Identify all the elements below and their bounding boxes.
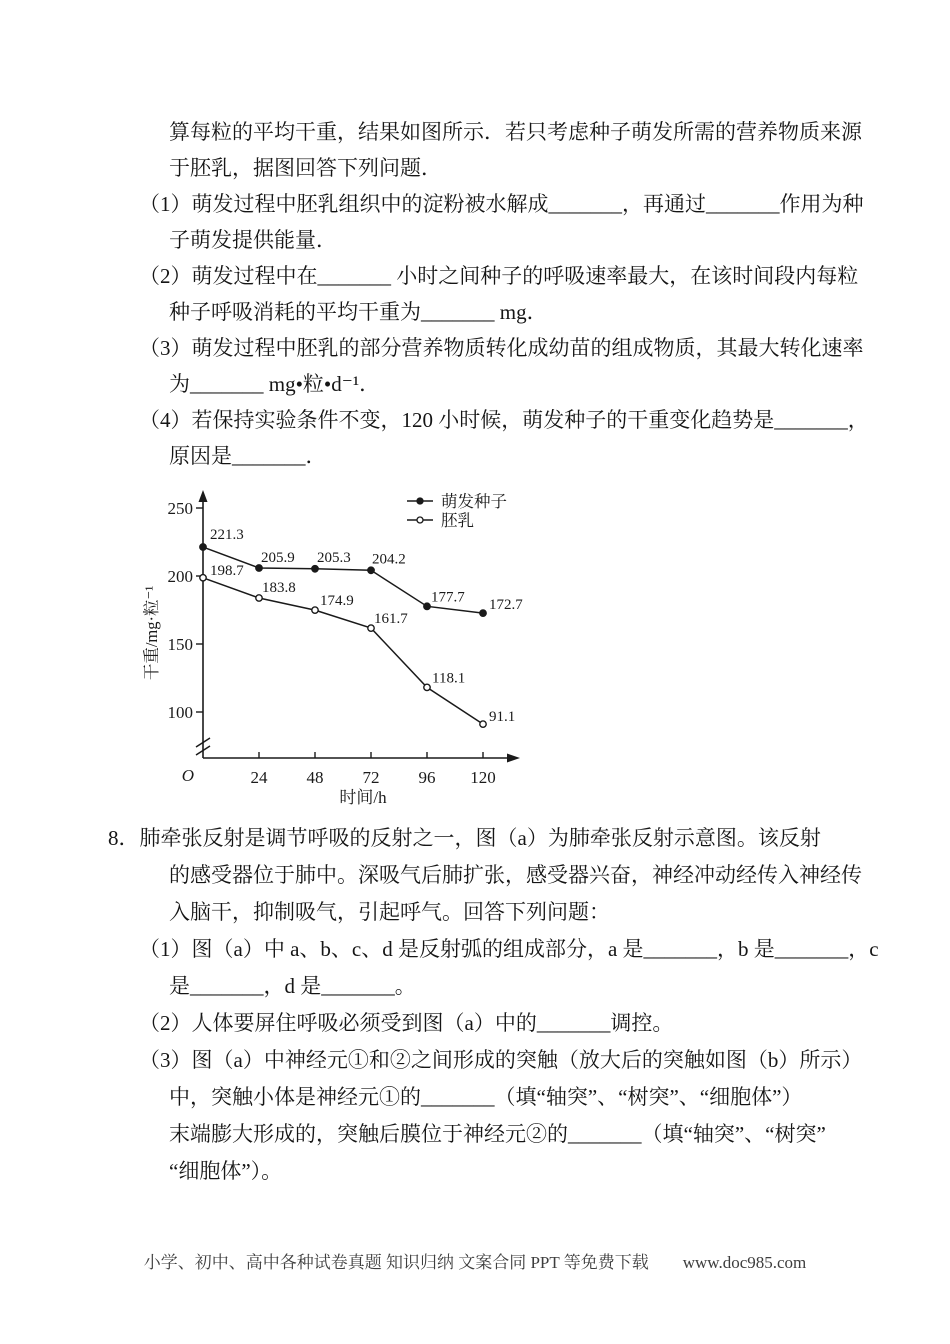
text-line: 为_______ mg•粒•d⁻¹． <box>169 372 381 396</box>
dry-weight-chart-figure <box>135 481 625 821</box>
text-line: （2）萌发过程中在_______ 小时之间种子的呼吸速率最大，在该时间段内每粒 <box>139 264 859 288</box>
text-line: 原因是_______． <box>169 444 327 468</box>
question8-block <box>0 820 950 1190</box>
x-tick-label: 24 <box>250 768 268 787</box>
legend-label: 萌发种子 <box>441 492 507 511</box>
value-label: 174.9 <box>320 593 354 610</box>
data-point <box>424 603 430 609</box>
data-point <box>312 566 318 572</box>
data-point <box>480 610 486 616</box>
x-tick-label: 48 <box>306 768 324 787</box>
data-point <box>368 567 374 573</box>
value-label: 183.8 <box>262 580 296 597</box>
value-label: 161.7 <box>374 611 408 628</box>
text-line: 末端膨大形成的，突触后膜位于神经元②的_______（填“轴突”、“树突” <box>169 1122 826 1146</box>
dry-weight-line-chart <box>135 481 625 821</box>
y-tick-label: 250 <box>167 499 193 518</box>
text-line: （1）萌发过程中胚乳组织中的淀粉被水解成_______，再通过_______作用为种 <box>139 192 864 216</box>
text-line: 算每粒的平均干重，结果如图所示．若只考虑种子萌发所需的营养物质来源 <box>169 120 862 144</box>
y-tick-label: 100 <box>167 703 193 722</box>
data-point <box>200 544 206 550</box>
text-line: 种子呼吸消耗的平均干重为_______ mg． <box>169 300 548 324</box>
text-line: 入脑干，抑制吸气，引起呼气。回答下列问题： <box>169 900 610 924</box>
text-line: 的感受器位于肺中。深吸气后肺扩张，感受器兴奋，神经冲动经传入神经传 <box>169 863 862 887</box>
page-footer <box>0 1248 950 1273</box>
value-label: 118.1 <box>432 670 466 687</box>
text-line: 是_______，d 是_______。 <box>169 974 416 998</box>
value-label: 205.9 <box>261 549 295 566</box>
value-label: 204.2 <box>372 551 406 568</box>
data-point <box>312 607 318 613</box>
text-line: （1）图（a）中 a、b、c、d 是反射弧的组成部分，a 是_______，b 是_______，c <box>139 937 879 961</box>
value-label: 177.7 <box>431 589 465 606</box>
text-line: 中，突触小体是神经元①的_______（填“轴突”、“树突”、“细胞体”） <box>169 1085 803 1109</box>
y-tick-label: 200 <box>167 567 193 586</box>
text-line: “细胞体”）。 <box>169 1159 283 1183</box>
legend-marker-icon <box>417 498 423 504</box>
data-point <box>200 575 206 581</box>
text-line: （3）图（a）中神经元①和②之间形成的突触（放大后的突触如图（b）所示） <box>139 1048 863 1072</box>
legend-marker-icon <box>417 517 423 523</box>
data-point <box>480 721 486 727</box>
text-line: 于胚乳，据图回答下列问题． <box>169 156 442 180</box>
value-label: 91.1 <box>489 709 516 726</box>
text-line: （2）人体要屏住呼吸必须受到图（a）中的_______调控。 <box>139 1011 674 1035</box>
legend-label: 胚乳 <box>441 511 474 530</box>
x-tick-label: 96 <box>418 768 436 787</box>
x-tick-label: 72 <box>362 768 380 787</box>
value-label: 221.3 <box>210 527 244 544</box>
data-point <box>424 684 430 690</box>
x-axis-title: 时间/h <box>339 788 387 807</box>
y-tick-label: 150 <box>167 635 193 654</box>
footer-promo-text: 小学、初中、高中各种试卷真题 知识归纳 文案合同 PPT 等免费下载 <box>143 1253 649 1272</box>
footer-site-url[interactable]: www.doc985.com <box>682 1253 807 1272</box>
y-axis-arrow-icon <box>199 490 208 502</box>
text-line: （3）萌发过程中胚乳的部分营养物质转化成幼苗的组成物质，其最大转化速率 <box>139 336 864 360</box>
value-label: 205.3 <box>317 549 351 566</box>
origin-label: O <box>181 766 194 785</box>
text-line: 8．肺牵张反射是调节呼吸的反射之一，图（a）为肺牵张反射示意图。该反射 <box>108 826 821 850</box>
y-axis-title: 干重/mg·粒⁻¹ <box>142 585 161 681</box>
x-tick-label: 120 <box>470 768 496 787</box>
value-label: 172.7 <box>489 597 523 614</box>
text-line: （4）若保持实验条件不变，120 小时候，萌发种子的干重变化趋势是_______， <box>139 408 869 432</box>
value-label: 198.7 <box>210 562 244 579</box>
question7-block <box>0 114 950 474</box>
x-axis-arrow-icon <box>507 754 520 763</box>
text-line: 子萌发提供能量． <box>169 228 337 252</box>
